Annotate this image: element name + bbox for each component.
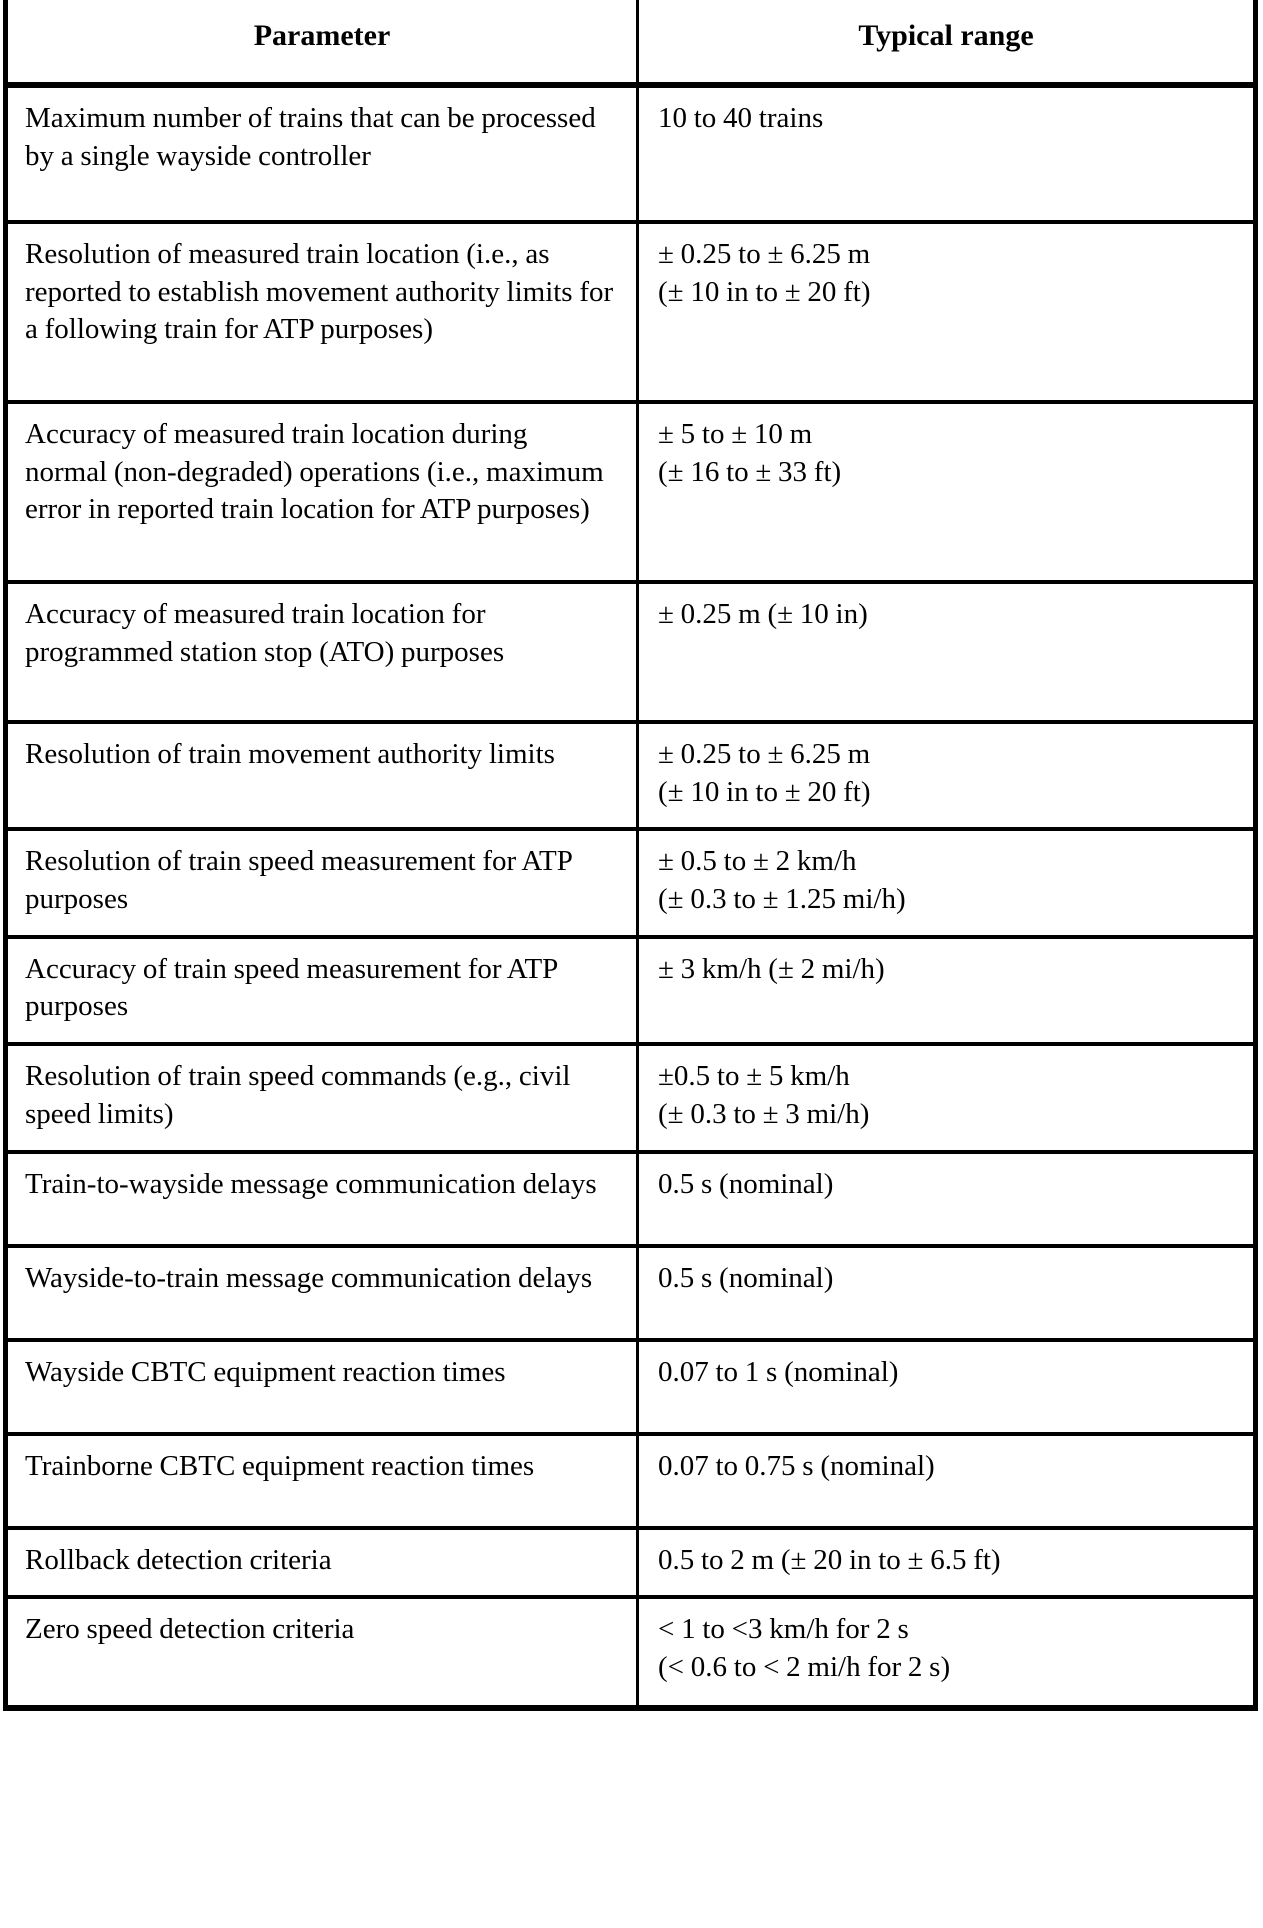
cell-typical-range (638, 1597, 1256, 1708)
parameter-table (3, 0, 1258, 1711)
table-row (6, 1434, 1256, 1528)
cell-typical-range (638, 582, 1256, 722)
table-row (6, 1246, 1256, 1340)
table-body (6, 85, 1256, 1708)
cell-parameter: Accuracy of train speed measurement for ATP purposes (6, 937, 638, 1044)
cell-typical-range (638, 1246, 1256, 1340)
cell-typical-range (638, 85, 1256, 222)
table-row (6, 1044, 1256, 1151)
table-row (6, 582, 1256, 722)
range-line: 0.5 to 2 m (± 20 in to ± 6.5 ft) (658, 1543, 1001, 1576)
cell-typical-range (638, 937, 1256, 1044)
column-header-parameter: Parameter (6, 0, 638, 85)
cell-parameter: Resolution of train speed measurement for ATP purposes (6, 829, 638, 936)
table-row (6, 402, 1256, 582)
cell-parameter: Wayside-to-train message communication delays (6, 1246, 638, 1340)
range-line: 0.5 s (nominal) (658, 1167, 834, 1200)
column-header-typical-range: Typical range (638, 0, 1256, 85)
cell-parameter: Resolution of train speed commands (e.g., civil speed limits) (6, 1044, 638, 1151)
range-line: ± 0.25 m (± 10 in) (658, 598, 868, 630)
range-line: ±0.5 to ± 5 km/h (658, 1060, 850, 1093)
cell-parameter: Maximum number of trains that can be processed by a single wayside controller (6, 85, 638, 222)
cell-typical-range (638, 222, 1256, 402)
range-line: ± 5 to ± 10 m (658, 418, 813, 450)
table-row (6, 1340, 1256, 1434)
cell-parameter: Accuracy of measured train location for programmed station stop (ATO) purposes (6, 582, 638, 722)
cell-parameter: Wayside CBTC equipment reaction times (6, 1340, 638, 1434)
parameter-table-container (3, 0, 1253, 1918)
cell-parameter: Accuracy of measured train location during normal (non-degraded) operations (i.e., maximum error in reported train location for ATP purposes) (6, 402, 638, 582)
range-line: ± 3 km/h (± 2 mi/h) (658, 952, 885, 985)
cell-parameter: Trainborne CBTC equipment reaction times (6, 1434, 638, 1528)
range-line: (< 0.6 to < 2 mi/h for 2 s) (658, 1650, 951, 1683)
table-row (6, 1597, 1256, 1708)
table-row (6, 85, 1256, 222)
range-line: (± 10 in to ± 20 ft) (658, 275, 871, 308)
table-row (6, 1152, 1256, 1246)
cell-typical-range (638, 722, 1256, 829)
range-line: 0.5 s (nominal) (658, 1261, 834, 1294)
cell-parameter: Train-to-wayside message communication delays (6, 1152, 638, 1246)
range-line: < 1 to <3 km/h for 2 s (658, 1613, 909, 1646)
cell-parameter: Resolution of train movement authority limits (6, 722, 638, 829)
range-line: ± 0.5 to ± 2 km/h (658, 845, 857, 878)
table-header (6, 0, 1256, 85)
table-row (6, 937, 1256, 1044)
cell-typical-range (638, 829, 1256, 936)
cell-typical-range (638, 1340, 1256, 1434)
range-line: ± 0.25 to ± 6.25 m (658, 738, 871, 770)
cell-typical-range (638, 1528, 1256, 1598)
range-line: (± 10 in to ± 20 ft) (658, 775, 871, 808)
range-line: 0.07 to 1 s (nominal) (658, 1355, 899, 1388)
cell-typical-range (638, 1044, 1256, 1151)
range-line: (± 0.3 to ± 1.25 mi/h) (658, 883, 906, 916)
range-line: 0.07 to 0.75 s (nominal) (658, 1449, 935, 1482)
range-line: ± 0.25 to ± 6.25 m (658, 238, 871, 270)
cell-parameter: Zero speed detection criteria (6, 1597, 638, 1708)
range-line: (± 16 to ± 33 ft) (658, 455, 842, 488)
table-header-row (6, 0, 1256, 85)
cell-typical-range (638, 402, 1256, 582)
range-line: 10 to 40 trains (658, 102, 824, 134)
table-row (6, 722, 1256, 829)
cell-typical-range (638, 1152, 1256, 1246)
table-row (6, 1528, 1256, 1598)
cell-parameter: Rollback detection criteria (6, 1528, 638, 1598)
cell-typical-range (638, 1434, 1256, 1528)
range-line: (± 0.3 to ± 3 mi/h) (658, 1097, 870, 1130)
table-row (6, 829, 1256, 936)
table-row (6, 222, 1256, 402)
cell-parameter: Resolution of measured train location (i.e., as reported to establish movement authority limits for a following train for ATP purposes) (6, 222, 638, 402)
